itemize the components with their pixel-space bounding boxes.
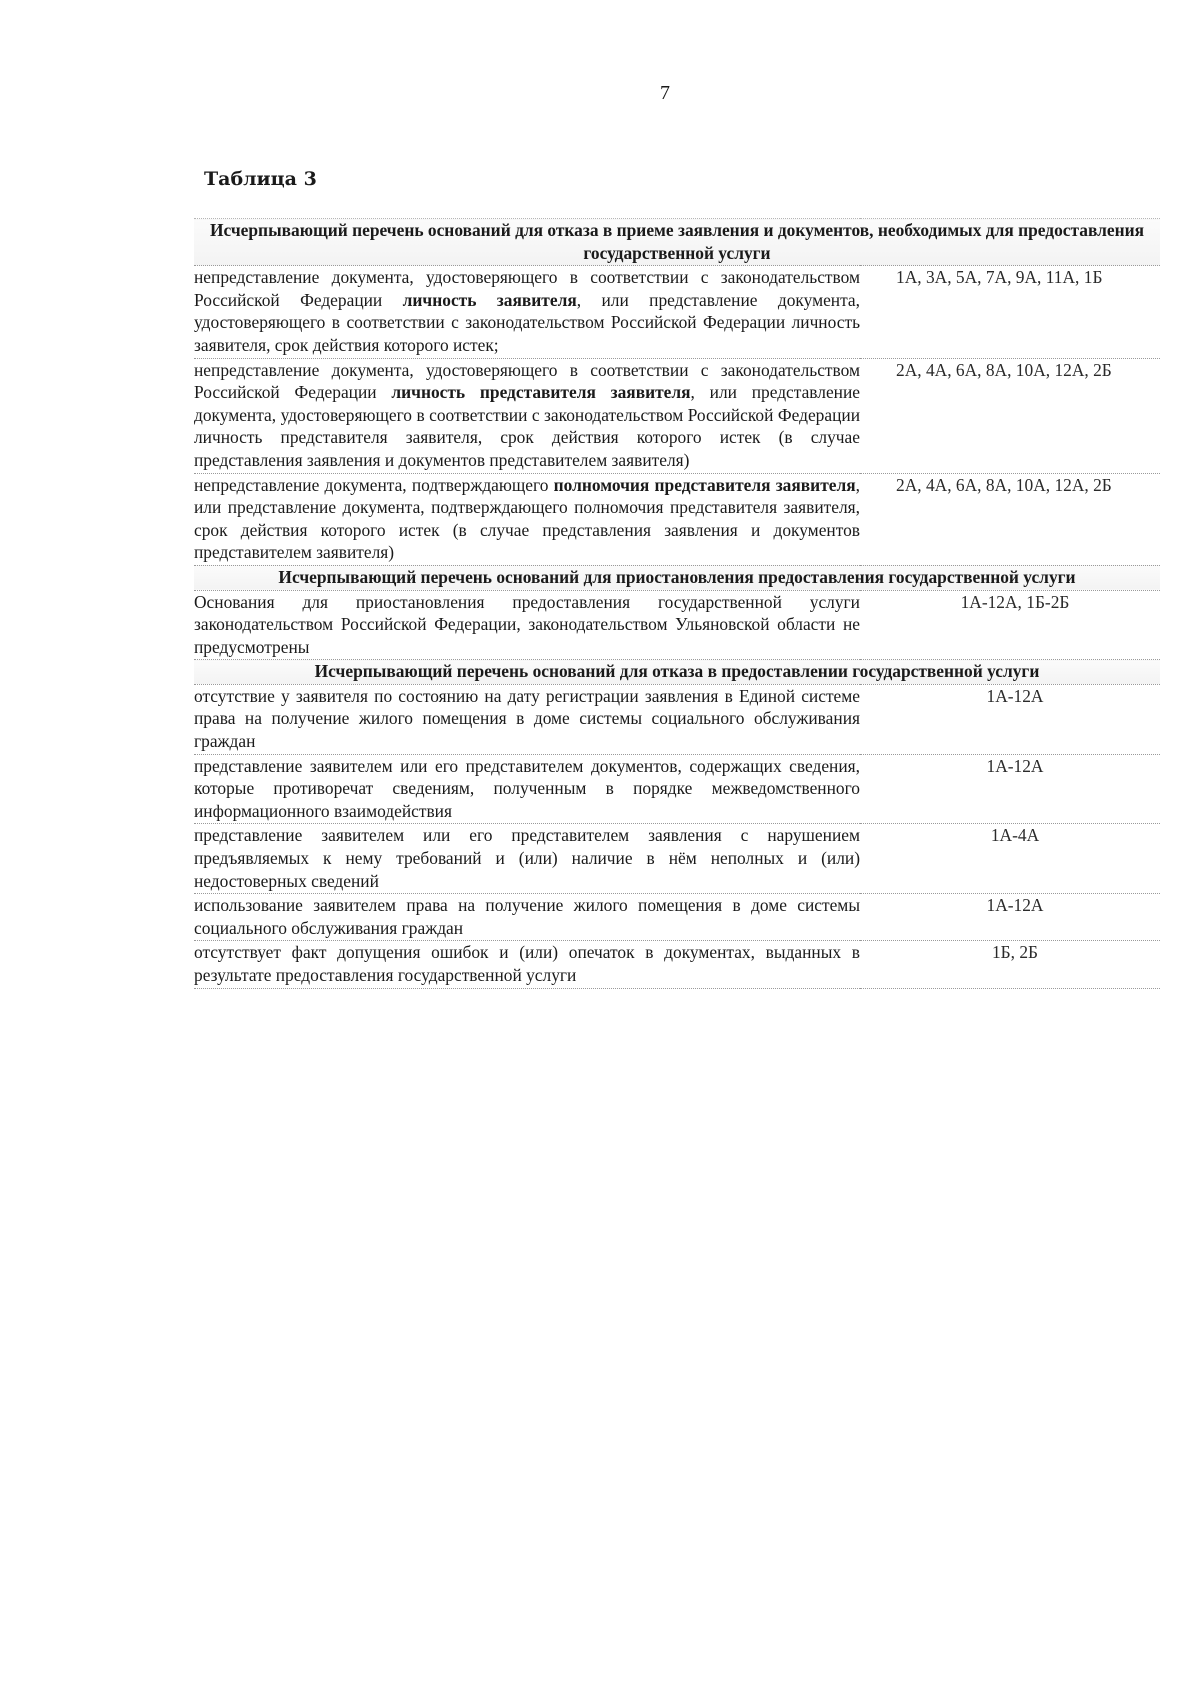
reason-cell: [194, 684, 860, 754]
table-caption: Таблица 3: [204, 168, 317, 190]
table-row: [194, 358, 1160, 473]
section-heading-text: Исчерпывающий перечень оснований для отказа в предоставлении государственной услуги: [194, 660, 1160, 685]
reason-text: , или представление документа, удостоверяющего в соответствии с законодательством Российской Федерации личность представителя заявителя, срок действия которого истек (в случае представления заявления и документов представителем заявителя): [194, 382, 861, 470]
reason-cell: [194, 266, 860, 358]
reason-cell: [194, 473, 860, 565]
section-heading-suspension: [194, 565, 1160, 590]
section-heading-text: Исчерпывающий перечень оснований для приостановления предоставления государственной услуги: [194, 565, 1160, 590]
reason-text: отсутствует факт допущения ошибок и (или) опечаток в документах, выданных в результате предоставления государственной услуги: [194, 942, 860, 985]
reason-text: отсутствие у заявителя по состоянию на дату регистрации заявления в Единой системе права на получение жилого помещения в доме системы социального обслуживания граждан: [194, 685, 860, 752]
page-number: 7: [660, 82, 670, 104]
section-heading-refusal-provision: [194, 660, 1160, 685]
reason-text: использование заявителем права на получение жилого помещения в доме системы социального обслуживания граждан: [194, 895, 860, 938]
codes-cell: 1А-12А, 1Б-2Б: [860, 590, 1160, 660]
reason-text: непредставление документа, подтверждающего: [194, 474, 554, 495]
codes-cell: 1А-12А: [860, 684, 1160, 754]
codes-cell: 1А-12А: [860, 754, 1160, 824]
reason-text: Основания для приостановления предоставления государственной услуги законодательством Российской Федерации, законодательством Ульяновской области не предусмотрены: [194, 591, 860, 657]
codes-cell: 1А, 3А, 5А, 7А, 9А, 11А, 1Б: [860, 266, 1160, 358]
section-heading-text: Исчерпывающий перечень оснований для отказа в приеме заявления и документов, необходимых для предоставления государственной услуги: [194, 219, 1160, 266]
table-row: [194, 473, 1160, 565]
reason-cell: [194, 358, 860, 473]
reason-text: представление заявителем или его представителем заявления с нарушением предъявляемых к нему требований и (или) наличие в нём неполных и (или) недостоверных сведений: [194, 825, 860, 891]
reason-text: , или представление документа, подтверждающего полномочия представителя заявителя, срок действия которого истек (в случае представления заявления и документов представителем заявителя): [194, 474, 860, 563]
table-row: [194, 684, 1160, 754]
codes-cell: 2А, 4А, 6А, 8А, 10А, 12А, 2Б: [860, 358, 1160, 473]
table-row: [194, 824, 1160, 894]
codes-cell: 1Б, 2Б: [860, 941, 1160, 988]
codes-cell: 1А-12А: [860, 894, 1160, 941]
grounds-table: [194, 218, 1160, 989]
reason-cell: [194, 941, 860, 988]
reason-cell: [194, 824, 860, 894]
table-row: [194, 266, 1160, 358]
reason-text: непредставление документа, удостоверяющего в соответствии с законодательством Российской Федерации: [194, 267, 860, 310]
table-row: [194, 754, 1160, 824]
table-row: [194, 941, 1160, 988]
table-row: [194, 894, 1160, 941]
reason-text: , или представление документа, удостоверяющего в соответствии с законодательством Российской Федерации личность заявителя, срок действия которого истек;: [194, 289, 860, 355]
reason-emphasis: полномочия представителя заявителя: [553, 474, 856, 495]
codes-cell: 1А-4А: [860, 824, 1160, 894]
codes-cell: 2А, 4А, 6А, 8А, 10А, 12А, 2Б: [860, 473, 1160, 565]
reason-cell: [194, 590, 860, 660]
reason-emphasis: личность заявителя: [402, 289, 577, 310]
reason-text: представление заявителем или его представителем документов, содержащих сведения, которые противоречат сведениям, полученным в порядке межведомственного информационного взаимодействия: [194, 755, 860, 821]
section-heading-refusal-acceptance: [194, 219, 1160, 266]
table-row: [194, 590, 1160, 660]
reason-cell: [194, 754, 860, 824]
reason-text: непредставление документа, удостоверяющего в соответствии с законодательством Российской Федерации: [194, 359, 860, 403]
reason-cell: [194, 894, 860, 941]
reason-emphasis: личность представителя заявителя: [391, 382, 691, 403]
